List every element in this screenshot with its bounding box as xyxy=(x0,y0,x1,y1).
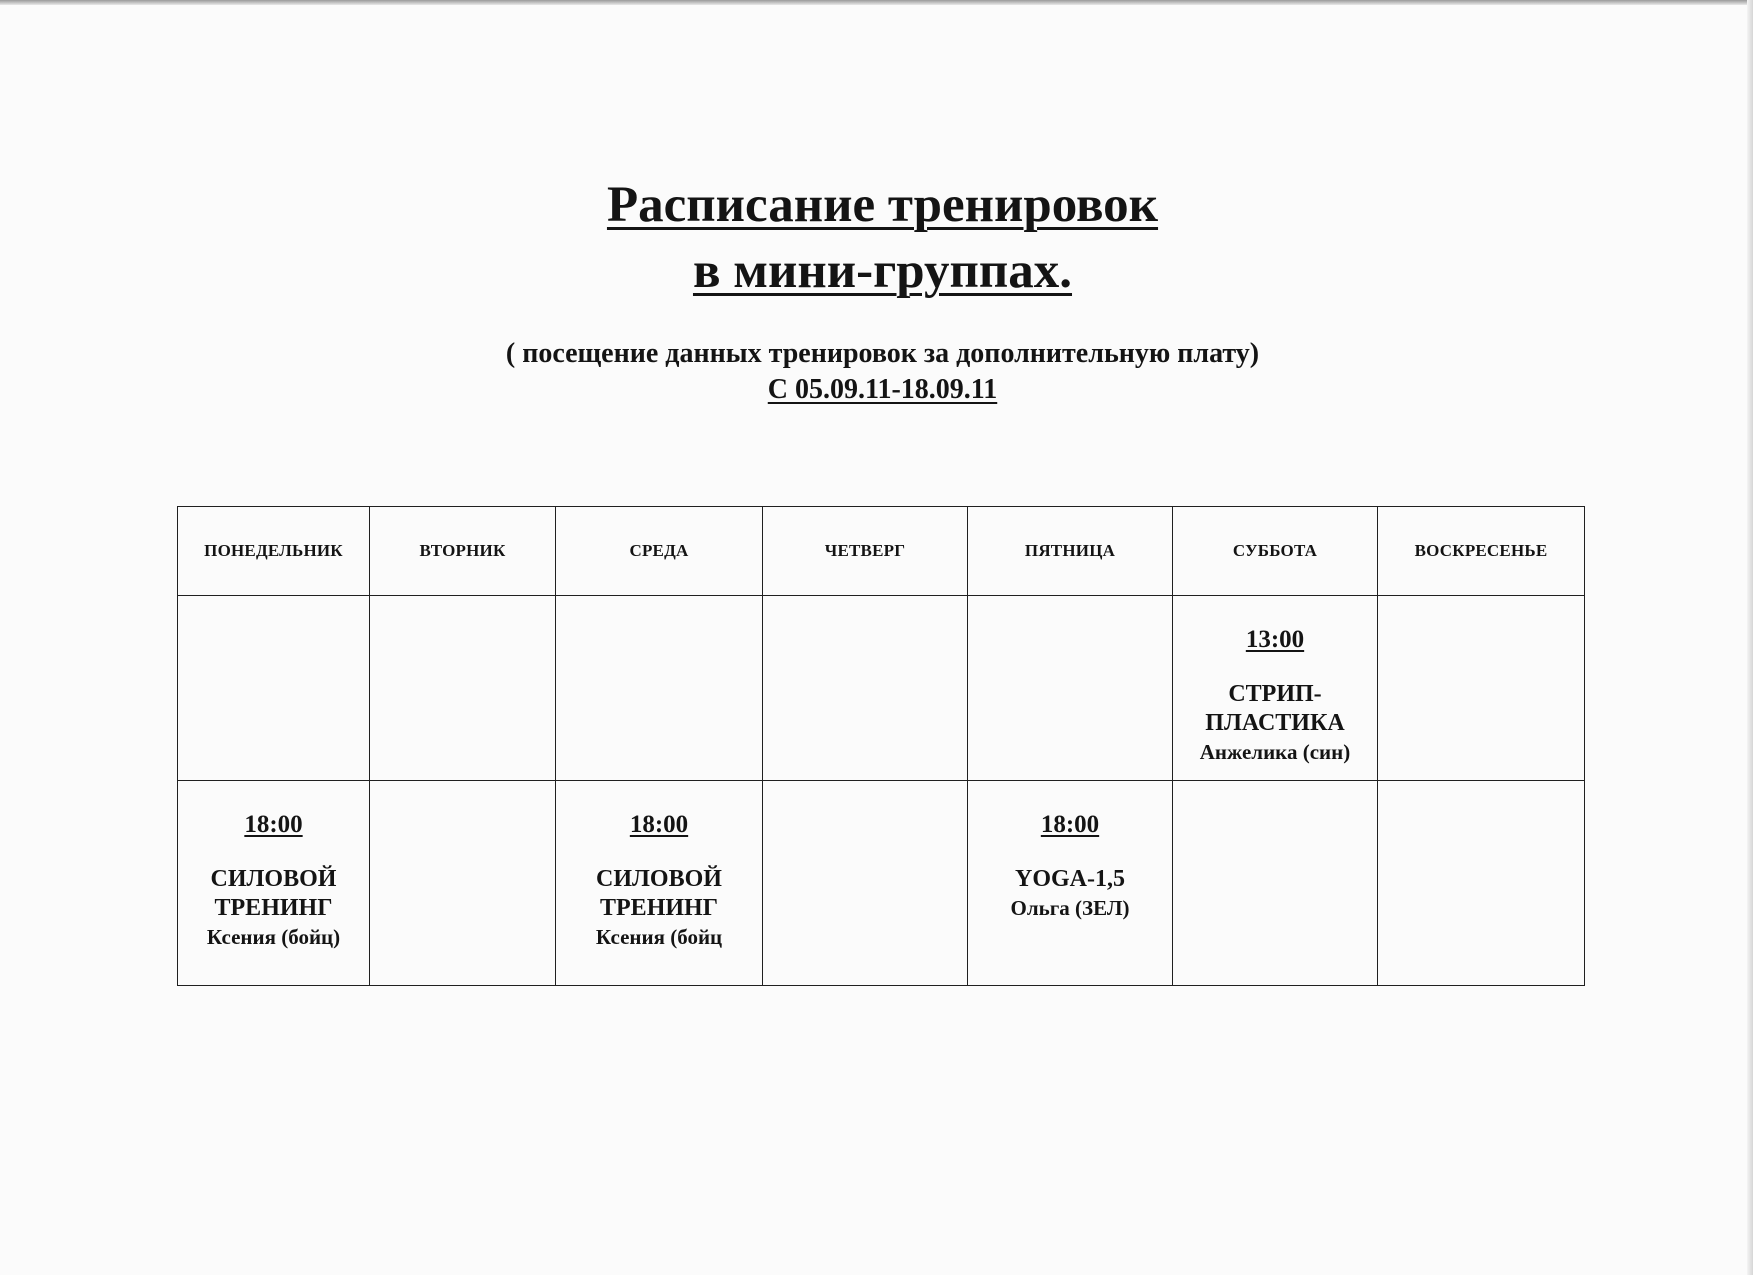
cell-thursday-2 xyxy=(763,781,968,986)
page-title xyxy=(0,172,1753,304)
class-name-line-1: YOGA-1,5 xyxy=(1015,866,1125,892)
day-header-thursday: ЧЕТВЕРГ xyxy=(763,507,968,596)
day-header-sunday: ВОСКРЕСЕНЬЕ xyxy=(1378,507,1585,596)
cell-saturday-1 xyxy=(1173,596,1378,781)
cell-sunday-1 xyxy=(1378,596,1585,781)
cell-tuesday-2 xyxy=(370,781,556,986)
cell-thursday-1 xyxy=(763,596,968,781)
date-range: С 05.09.11-18.09.11 xyxy=(767,374,998,405)
trainer-name: Ксения (бойц xyxy=(595,925,723,949)
class-name-line-1: СТРИП- xyxy=(1228,681,1322,707)
cell-sunday-2 xyxy=(1378,781,1585,986)
scan-edge-top xyxy=(0,0,1753,5)
cell-friday-1 xyxy=(968,596,1173,781)
class-time: 18:00 xyxy=(244,811,303,838)
day-header-monday: ПОНЕДЕЛЬНИК xyxy=(178,507,370,596)
subtitle xyxy=(0,336,1753,408)
cell-monday-2 xyxy=(178,781,370,986)
trainer-name: Ольга (ЗЕЛ) xyxy=(1010,896,1130,920)
class-time: 18:00 xyxy=(1040,811,1100,838)
day-header-saturday: СУББОТА xyxy=(1173,507,1378,596)
day-header-wednesday: СРЕДА xyxy=(556,507,763,596)
cell-friday-2 xyxy=(968,781,1173,986)
cell-wednesday-2 xyxy=(556,781,763,986)
header-row xyxy=(178,507,1585,596)
day-header-tuesday: ВТОРНИК xyxy=(370,507,556,596)
class-name-line-1: СИЛОВОЙ xyxy=(210,866,337,892)
class-name-line-1: СИЛОВОЙ xyxy=(596,866,722,892)
class-name-line-2: ПЛАСТИКА xyxy=(1205,710,1345,736)
schedule-table xyxy=(177,506,1585,986)
class-name-line-2: ТРЕНИНГ xyxy=(214,895,333,921)
trainer-name: Ксения (бойц) xyxy=(206,925,341,949)
class-name-line-2: ТРЕНИНГ xyxy=(600,895,718,921)
cell-monday-1 xyxy=(178,596,370,781)
class-time: 13:00 xyxy=(1245,626,1305,653)
date-range-line xyxy=(0,372,1753,408)
payment-note: ( посещение данных тренировок за дополнительную плату) xyxy=(505,338,1260,369)
day-header-friday: ПЯТНИЦА xyxy=(968,507,1173,596)
table-row xyxy=(178,596,1585,781)
title-line-1: Расписание тренировок xyxy=(606,177,1159,233)
cell-tuesday-1 xyxy=(370,596,556,781)
trainer-name: Анжелика (син) xyxy=(1199,740,1351,764)
cell-saturday-2 xyxy=(1173,781,1378,986)
class-time: 18:00 xyxy=(629,811,689,838)
title-line-2: в мини-группах. xyxy=(692,243,1073,299)
cell-wednesday-1 xyxy=(556,596,763,781)
table-row xyxy=(178,781,1585,986)
